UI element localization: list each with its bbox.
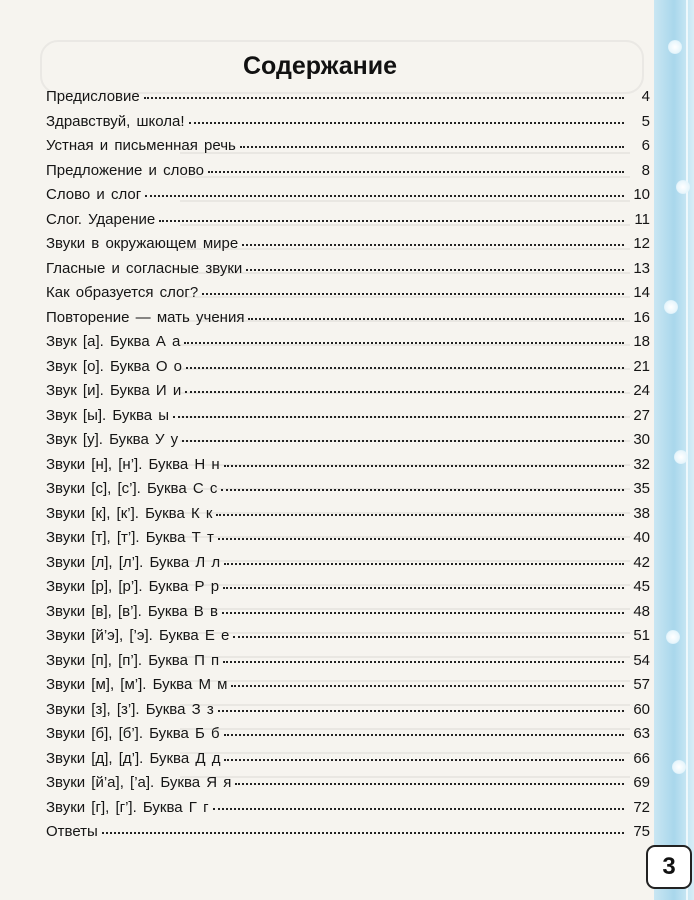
toc-entry-label: Ответы <box>46 823 98 840</box>
toc-entry-label: Звуки [й’э], [’э]. Буква Е е <box>46 627 230 644</box>
toc-entry-label: Слог. Ударение <box>46 210 156 228</box>
toc-entry[interactable] <box>46 603 650 628</box>
toc-entry[interactable] <box>46 88 650 113</box>
flower-icon <box>668 40 682 54</box>
toc-entry[interactable] <box>46 529 650 554</box>
toc-entry[interactable] <box>46 725 650 750</box>
toc-entry-label: Звуки [р], [р’]. Буква Р р <box>46 578 220 595</box>
toc-entry[interactable] <box>46 750 650 775</box>
dot-leader <box>202 293 624 295</box>
dot-leader <box>224 759 624 761</box>
toc-entry[interactable] <box>46 407 650 432</box>
toc-entry-page: 27 <box>633 406 650 424</box>
toc-entry-label: Звуки [к], [к’]. Буква К к <box>46 504 213 522</box>
dot-leader <box>213 808 624 810</box>
toc-entry[interactable] <box>46 799 650 824</box>
toc-entry-page: 42 <box>633 553 650 571</box>
toc-entry-label: Слово и слог <box>46 186 142 203</box>
toc-entry-label: Повторение — мать учения <box>46 308 245 326</box>
toc-entry-page: 54 <box>633 651 650 669</box>
toc-entry-page: 16 <box>633 308 650 326</box>
dot-leader <box>189 122 624 124</box>
toc-entry[interactable] <box>46 186 650 211</box>
toc-entry[interactable] <box>46 137 650 162</box>
dot-leader <box>240 146 624 148</box>
decorative-side-strip <box>654 0 694 900</box>
toc-entry-page: 40 <box>633 529 650 546</box>
toc-entry-page: 66 <box>633 749 650 767</box>
toc-entry-page: 12 <box>633 235 650 252</box>
page-title: Содержание <box>242 52 398 80</box>
toc-entry[interactable] <box>46 456 650 481</box>
toc-entry-label: Устная и письменная речь <box>46 137 236 154</box>
dot-leader <box>242 244 624 246</box>
toc-entry[interactable] <box>46 652 650 677</box>
toc-entry-page: 21 <box>633 357 650 375</box>
flower-icon <box>672 760 686 774</box>
toc-entry[interactable] <box>46 333 650 358</box>
toc-entry-label: Звуки [д], [д’]. Буква Д д <box>46 749 221 767</box>
toc-entry[interactable] <box>46 113 650 138</box>
dot-leader <box>218 710 624 712</box>
flower-icon <box>674 450 688 464</box>
dot-leader <box>224 563 624 565</box>
dot-leader <box>223 661 624 663</box>
toc-entry-label: Звук [а]. Буква А а <box>46 333 181 350</box>
toc-entry[interactable] <box>46 701 650 726</box>
toc-entry-page: 35 <box>633 480 650 497</box>
toc-entry-label: Звуки [с], [с’]. Буква С с <box>46 480 218 497</box>
toc-entry-label: Звуки [м], [м’]. Буква М м <box>46 676 228 693</box>
dot-leader <box>216 514 624 516</box>
toc-entry[interactable] <box>46 358 650 383</box>
toc-entry-page: 69 <box>633 774 650 791</box>
dot-leader <box>208 171 624 173</box>
toc-entry-label: Здравствуй, школа! <box>46 112 185 130</box>
dot-leader <box>102 832 624 834</box>
toc-entry-page: 48 <box>633 602 650 620</box>
toc-entry-page: 18 <box>633 333 650 350</box>
toc-entry-page: 6 <box>641 137 650 154</box>
toc-entry-page: 60 <box>633 700 650 718</box>
dot-leader <box>223 587 624 589</box>
toc-entry[interactable] <box>46 309 650 334</box>
dot-leader <box>173 416 624 418</box>
toc-entry-label: Звуки [б], [б’]. Буква Б б <box>46 725 220 742</box>
toc-entry-label: Предложение и слово <box>46 161 204 179</box>
toc-entry[interactable] <box>46 627 650 652</box>
toc-entry-label: Звук [о]. Буква О о <box>46 357 183 375</box>
toc-entry-label: Звуки в окружающем мире <box>46 235 239 252</box>
toc-entry-page: 51 <box>633 627 650 644</box>
flower-icon <box>676 180 690 194</box>
page-number-badge: 3 <box>646 845 692 889</box>
flower-icon <box>664 300 678 314</box>
toc-entry[interactable] <box>46 211 650 236</box>
toc-entry-page: 24 <box>633 382 650 399</box>
toc-entry[interactable] <box>46 554 650 579</box>
toc-entry-label: Звуки [л], [л’]. Буква Л л <box>46 553 221 571</box>
dot-leader <box>222 612 624 614</box>
dot-leader <box>185 391 624 393</box>
toc-entry-label: Звук [и]. Буква И и <box>46 382 182 399</box>
toc-entry-page: 13 <box>633 259 650 277</box>
toc-entry-label: Звук [ы]. Буква ы <box>46 406 170 424</box>
dot-leader <box>218 538 624 540</box>
toc-entry-label: Звуки [й’а], [’а]. Буква Я я <box>46 774 232 791</box>
dot-leader <box>184 342 624 344</box>
toc-entry[interactable] <box>46 162 650 187</box>
toc-entry-label: Предисловие <box>46 88 140 105</box>
toc-entry-page: 38 <box>633 504 650 522</box>
dot-leader <box>159 220 624 222</box>
dot-leader <box>224 734 624 736</box>
toc-entry-page: 32 <box>633 455 650 473</box>
toc-entry-label: Звуки [п], [п’]. Буква П п <box>46 651 220 669</box>
toc-entry[interactable] <box>46 235 650 260</box>
toc-entry-label: Как образуется слог? <box>46 284 199 301</box>
dot-leader <box>182 440 624 442</box>
toc-entry-page: 72 <box>633 798 650 816</box>
toc-entry-page: 57 <box>633 676 650 693</box>
toc-entry-page: 75 <box>633 823 650 840</box>
dot-leader <box>233 636 624 638</box>
toc-entry-label: Звуки [з], [з’]. Буква З з <box>46 700 214 718</box>
toc-entry-page: 11 <box>634 210 650 228</box>
toc-entry[interactable] <box>46 774 650 799</box>
toc-entry-page: 30 <box>633 431 650 448</box>
toc-entry-label: Звуки [н], [н’]. Буква Н н <box>46 455 220 473</box>
flower-icon <box>666 630 680 644</box>
toc-entry[interactable] <box>46 505 650 530</box>
toc-entry[interactable] <box>46 676 650 701</box>
toc-entry-label: Звук [у]. Буква У у <box>46 431 179 448</box>
toc-entry-label: Звуки [в], [в’]. Буква В в <box>46 602 218 620</box>
dot-leader <box>186 367 624 369</box>
dot-leader <box>231 685 624 687</box>
toc-entry[interactable] <box>46 480 650 505</box>
dot-leader <box>246 269 624 271</box>
dot-leader <box>248 318 624 320</box>
toc-entry[interactable] <box>46 382 650 407</box>
dot-leader <box>145 195 624 197</box>
toc-entry[interactable] <box>46 260 650 285</box>
toc-entry[interactable] <box>46 284 650 309</box>
dot-leader <box>221 489 624 491</box>
toc-entry[interactable] <box>46 578 650 603</box>
dot-leader <box>144 97 624 99</box>
toc-entry-page: 14 <box>633 284 650 301</box>
dot-leader <box>235 783 624 785</box>
toc-entry[interactable] <box>46 823 650 848</box>
toc-entry-page: 45 <box>633 578 650 595</box>
toc-entry-label: Гласные и согласные звуки <box>46 259 243 277</box>
table-of-contents <box>46 88 650 848</box>
toc-entry-page: 63 <box>633 725 650 742</box>
dot-leader <box>224 465 624 467</box>
toc-entry-page: 4 <box>641 88 650 105</box>
toc-entry-label: Звуки [г], [г’]. Буква Г г <box>46 798 209 816</box>
toc-entry-page: 8 <box>641 161 650 179</box>
toc-entry-page: 10 <box>633 186 650 203</box>
toc-entry[interactable] <box>46 431 650 456</box>
toc-entry-label: Звуки [т], [т’]. Буква Т т <box>46 529 214 546</box>
toc-entry-page: 5 <box>641 112 650 130</box>
